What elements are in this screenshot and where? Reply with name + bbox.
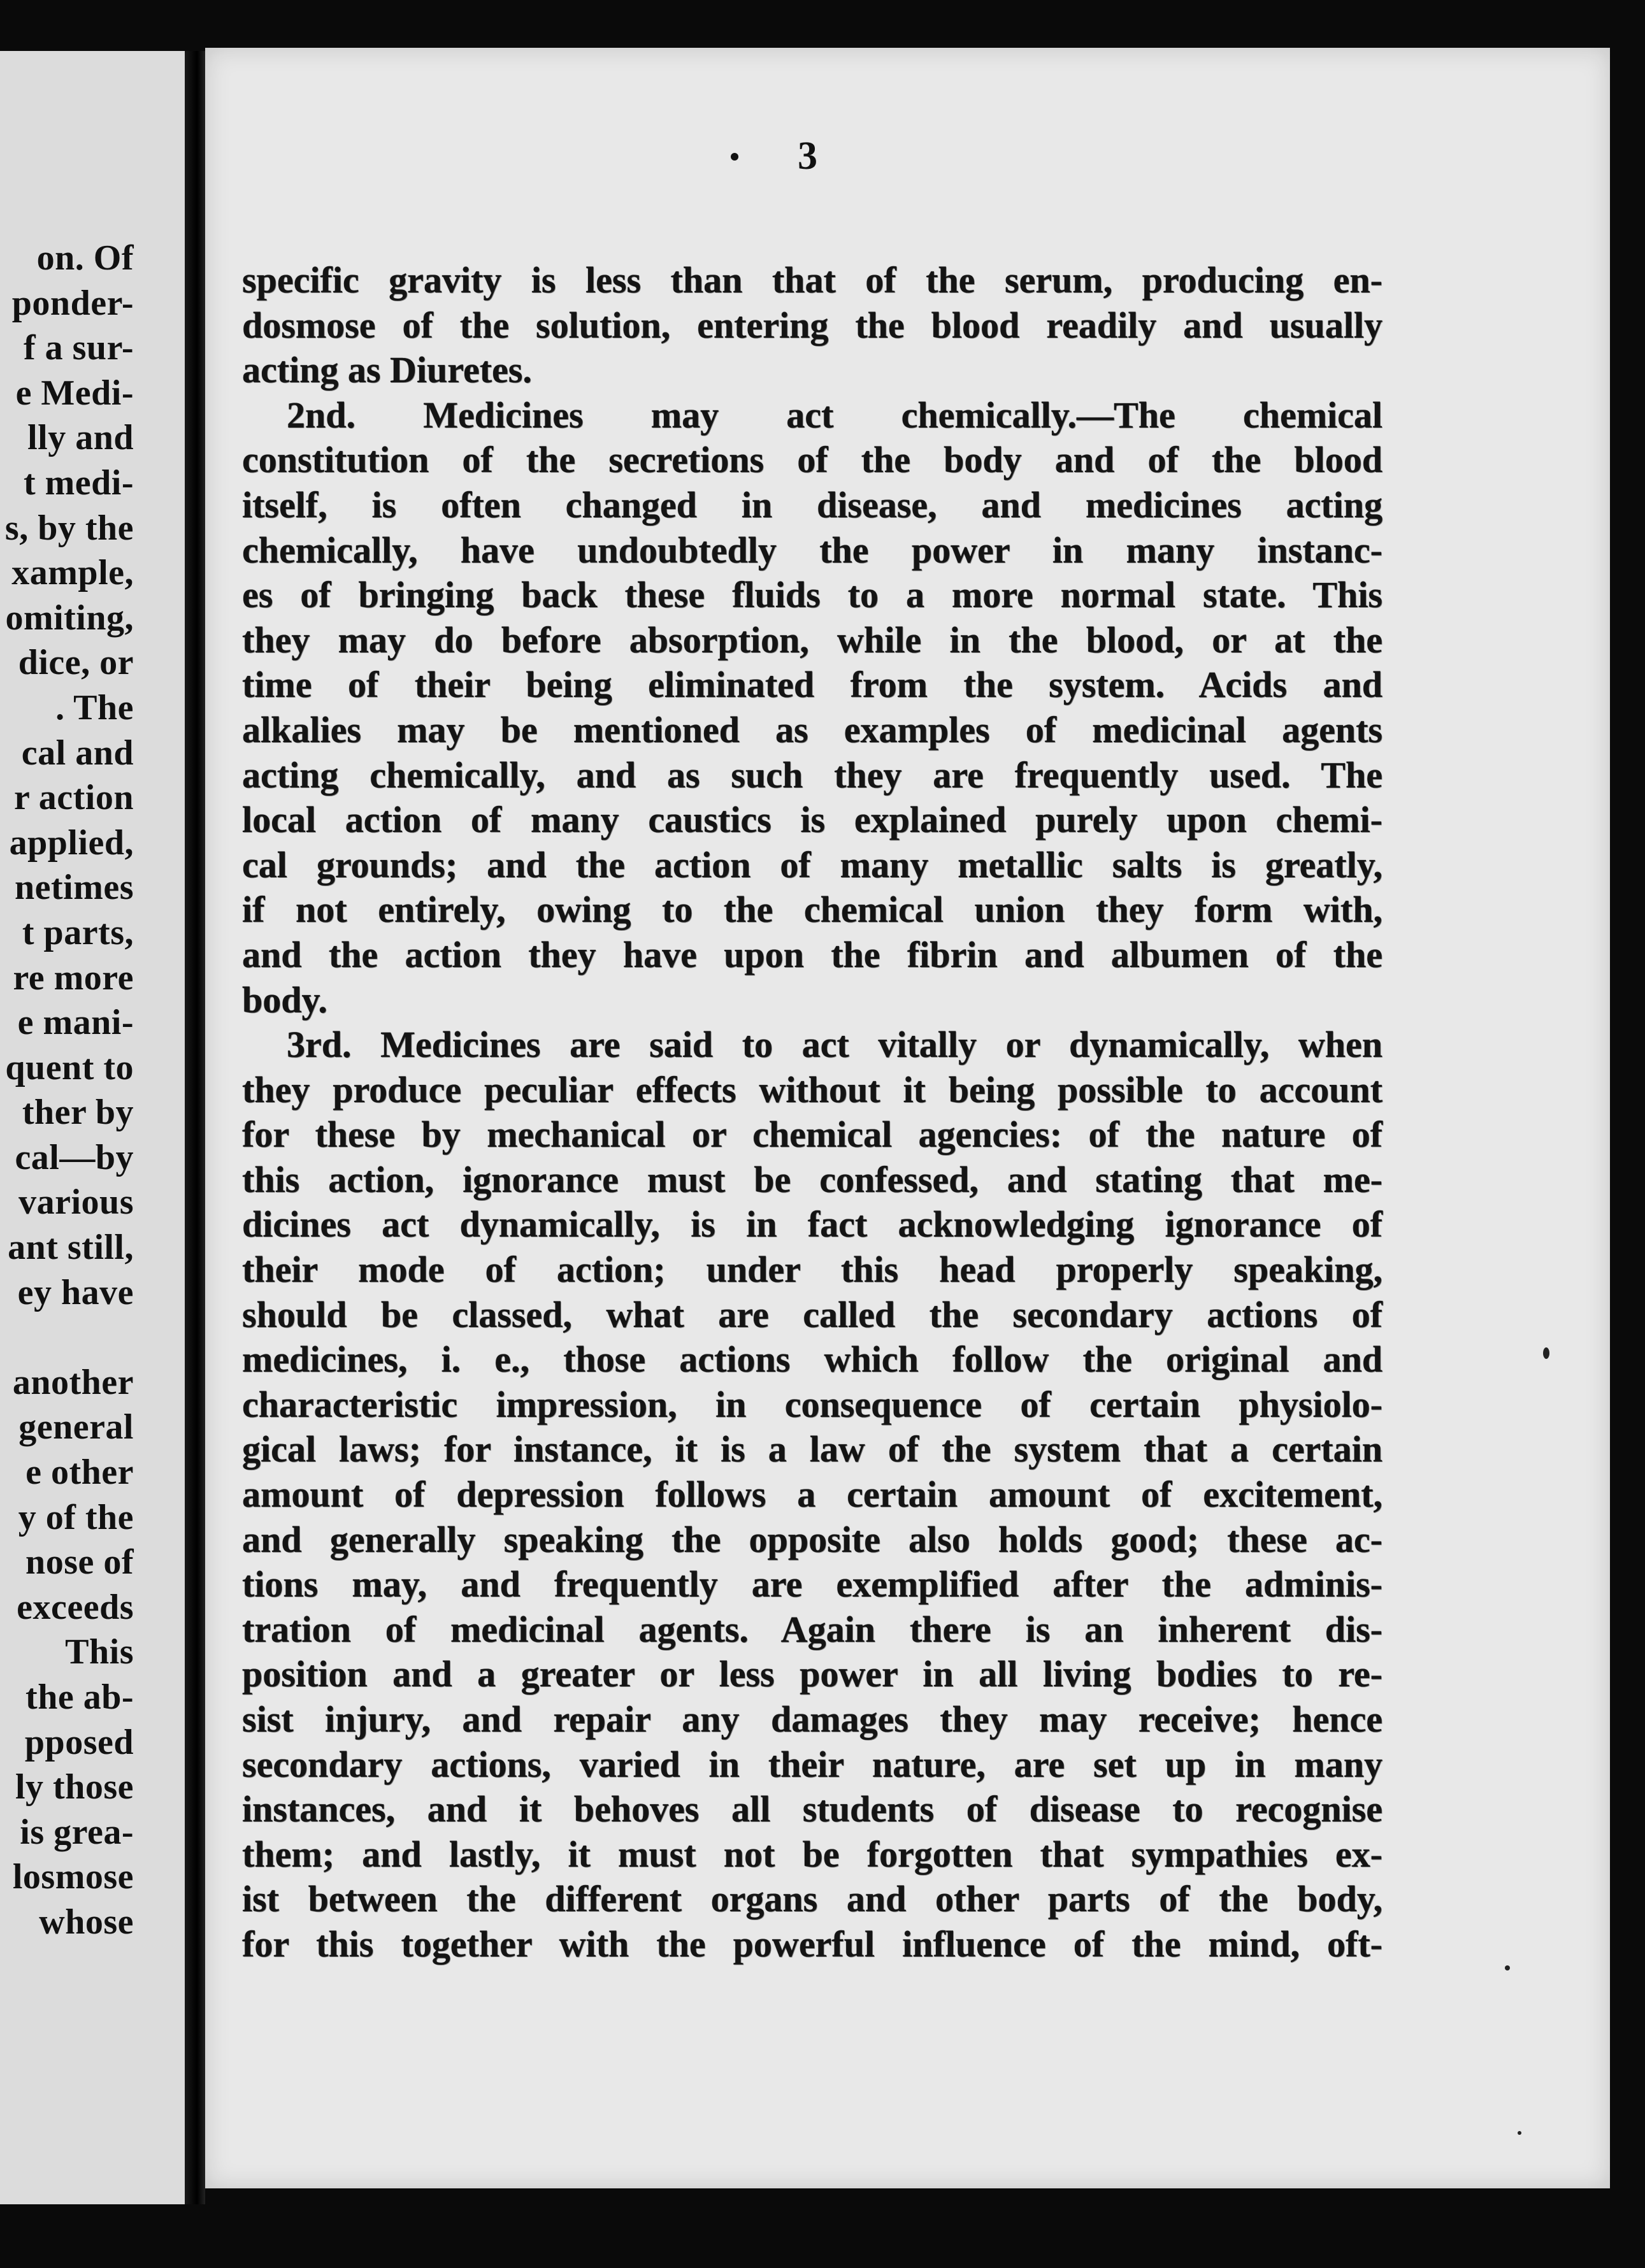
- text-line: itself, is often changed in disease, and medicines acting: [242, 484, 1383, 526]
- left-page-line: dice, or: [18, 643, 134, 683]
- left-page-line: s, by the: [4, 508, 134, 548]
- left-page-line: e other: [25, 1453, 134, 1493]
- text-line: specific gravity is less than that of the serum, producing en-: [242, 259, 1383, 301]
- text-line: acting chemically, and as such they are frequently used. The: [242, 754, 1383, 796]
- left-page-line: omiting,: [5, 598, 134, 638]
- ink-dot: [731, 153, 738, 161]
- text-line: body.: [242, 979, 327, 1021]
- left-page-line: ther by: [22, 1093, 134, 1133]
- text-line: their mode of action; under this head properly speaking,: [242, 1249, 1383, 1291]
- left-page-line: t medi-: [23, 463, 134, 503]
- left-page-text: [0, 236, 134, 1945]
- text-line: amount of depression follows a certain amount of excitement,: [242, 1474, 1383, 1516]
- left-page-line: netimes: [14, 868, 134, 908]
- ink-speck: [1518, 2131, 1521, 2135]
- text-line: and the action they have upon the fibrin and albumen of the: [242, 933, 1383, 975]
- left-page-line: ey have: [17, 1272, 134, 1312]
- text-line: acting as Diuretes.: [242, 349, 532, 391]
- text-line: this action, ignorance must be confessed, and stating that me-: [242, 1158, 1383, 1200]
- left-page-line: another: [12, 1362, 134, 1402]
- left-page-line: f a sur-: [23, 328, 134, 368]
- left-page-line: e Medi-: [15, 373, 134, 413]
- left-page-line: lly and: [27, 418, 134, 458]
- left-page-line: general: [18, 1407, 134, 1447]
- text-line: for this together with the powerful influence of the mind, oft-: [242, 1923, 1383, 1965]
- left-page-line: is grea-: [20, 1812, 134, 1852]
- left-page-line: t parts,: [22, 912, 134, 952]
- left-page-line: pposed: [24, 1722, 134, 1762]
- text-line: sist injury, and repair any damages they may receive; hence: [242, 1698, 1383, 1740]
- left-facing-page: [0, 51, 185, 2204]
- text-line: should be classed, what are called the secondary actions of: [242, 1293, 1383, 1335]
- text-line: gical laws; for instance, it is a law of the system that a certain: [242, 1428, 1383, 1470]
- left-page-line: y of the: [18, 1497, 134, 1537]
- text-line: tions may, and frequently are exemplified after the adminis-: [242, 1563, 1383, 1605]
- left-page-line: the ab-: [25, 1677, 134, 1717]
- left-page-line: ponder-: [11, 283, 134, 323]
- main-page: [205, 48, 1610, 2188]
- body-text: [242, 258, 1383, 1967]
- ink-speck: [1543, 1347, 1549, 1359]
- left-page-line: on. Of: [36, 238, 134, 278]
- text-line: ist between the different organs and other parts of the body,: [242, 1878, 1383, 1920]
- left-page-line: applied,: [9, 822, 134, 863]
- text-line: alkalies may be mentioned as examples of medicinal agents: [242, 708, 1383, 750]
- text-line: dicines act dynamically, is in fact acknowledging ignorance of: [242, 1203, 1383, 1245]
- left-page-line: nose of: [25, 1542, 134, 1583]
- left-page-line: r action: [13, 778, 134, 818]
- text-line: them; and lastly, it must not be forgotten that sympathies ex-: [242, 1833, 1383, 1875]
- left-page-line: quent to: [5, 1047, 134, 1087]
- left-page-line: ant still,: [8, 1228, 134, 1268]
- left-page-line: various: [18, 1182, 134, 1223]
- text-line: es of bringing back these fluids to a more normal state. This: [242, 574, 1383, 616]
- left-page-line: cal and: [21, 733, 134, 773]
- left-page-line: re more: [13, 958, 134, 998]
- text-line: if not entirely, owing to the chemical union they form with,: [242, 889, 1383, 931]
- text-line: instances, and it behoves all students of disease to recognise: [242, 1788, 1383, 1830]
- left-page-line: exceeds: [17, 1587, 134, 1627]
- left-page-line: xample,: [11, 553, 134, 593]
- left-page-line: cal—by: [15, 1137, 134, 1177]
- text-line: constitution of the secretions of the body and of the blood: [242, 439, 1383, 481]
- text-line: 3rd. Medicines are said to act vitally or dynamically, when: [287, 1024, 1383, 1066]
- left-page-line: This: [65, 1632, 134, 1672]
- text-line: dosmose of the solution, entering the blood readily and usually: [242, 304, 1383, 346]
- text-line: they may do before absorption, while in the blood, or at the: [242, 619, 1383, 661]
- text-line: time of their being eliminated from the system. Acids and: [242, 664, 1383, 706]
- left-page-line: losmose: [12, 1857, 134, 1897]
- text-line: secondary actions, varied in their nature, are set up in many: [242, 1743, 1383, 1785]
- text-line: tration of medicinal agents. Again there is an inherent dis-: [242, 1608, 1383, 1650]
- left-page-line: [0, 1315, 134, 1360]
- left-page-line: ly those: [15, 1767, 134, 1807]
- page-number: 3: [798, 134, 817, 178]
- text-line: medicines, i. e., those actions which follow the original and: [242, 1339, 1383, 1381]
- text-line: and generally speaking the opposite also holds good; these ac-: [242, 1518, 1383, 1560]
- text-line: for these by mechanical or chemical agencies: of the nature of: [242, 1114, 1383, 1156]
- left-page-line: . The: [55, 687, 134, 728]
- text-line: cal grounds; and the action of many metallic salts is greatly,: [242, 843, 1383, 886]
- text-line: characteristic impression, in consequence of certain physiolo-: [242, 1383, 1383, 1425]
- ink-speck: [1505, 1965, 1510, 1970]
- text-line: 2nd. Medicines may act chemically.—The chemical: [287, 394, 1383, 436]
- binding-gutter: [185, 51, 205, 2204]
- text-line: chemically, have undoubtedly the power in many instanc-: [242, 529, 1383, 571]
- text-line: position and a greater or less power in all living bodies to re-: [242, 1653, 1383, 1695]
- left-page-line: whose: [39, 1902, 134, 1942]
- text-line: they produce peculiar effects without it being possible to account: [242, 1068, 1383, 1110]
- text-line: local action of many caustics is explained purely upon chemi-: [242, 799, 1383, 841]
- left-page-line: e mani-: [17, 1003, 134, 1043]
